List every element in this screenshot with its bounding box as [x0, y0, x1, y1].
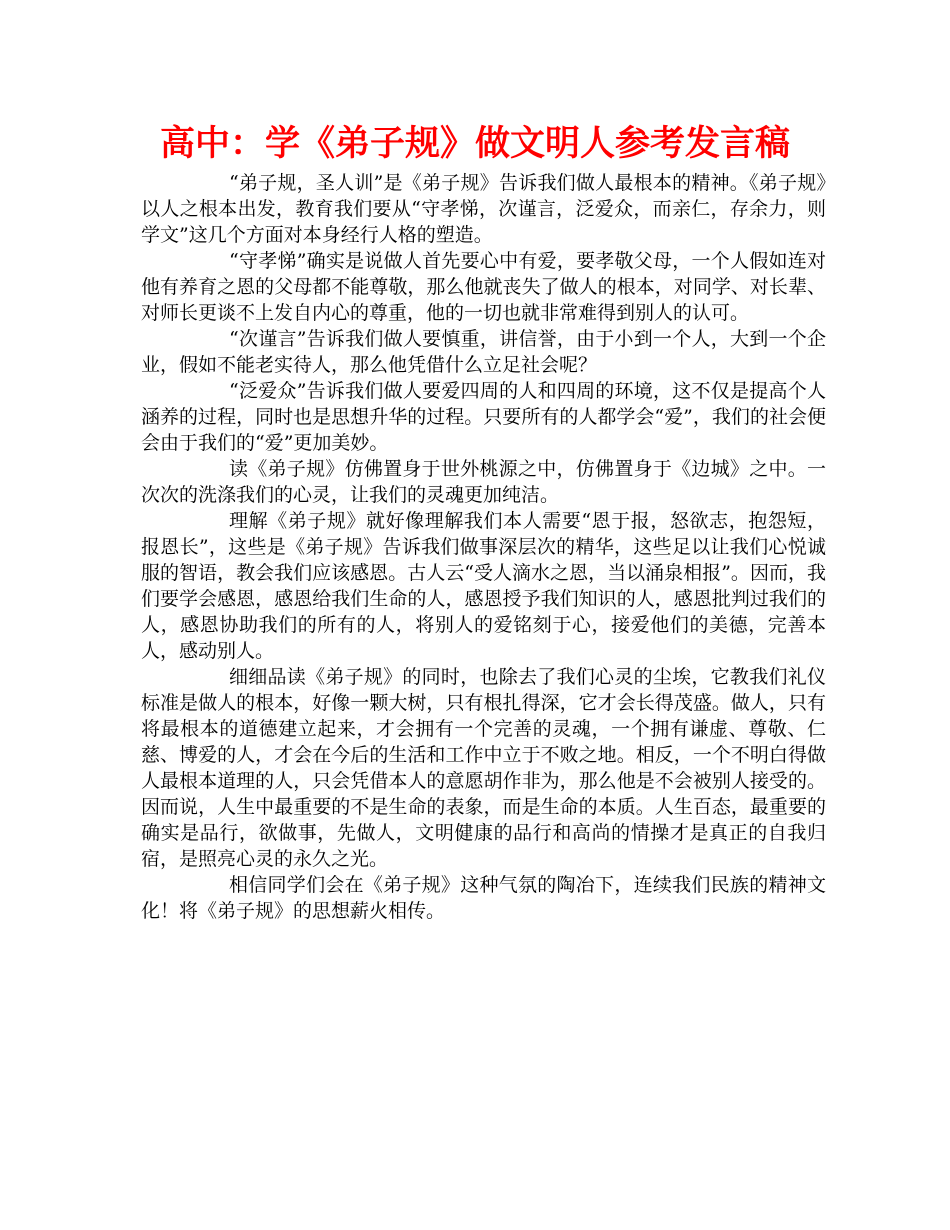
- paragraph: “次谨言”告诉我们做人要慎重，讲信誉，由于小到一个人，大到一个企业，假如不能老实待人，那么他凭借什么立足社会呢？: [141, 328, 826, 376]
- paragraph: “弟子规，圣人训”是《弟子规》告诉我们做人最根本的精神。《弟子规》以人之根本出发，教育我们要从“守孝悌，次谨言，泛爱众，而亲仁，存余力，则学文”这几个方面对本身经行人格的塑造。: [141, 172, 826, 246]
- paragraph: 读《弟子规》仿佛置身于世外桃源之中，仿佛置身于《边城》之中。一次次的洗涤我们的心灵，让我们的灵魂更加纯洁。: [141, 458, 826, 506]
- paragraph: “守孝悌”确实是说做人首先要心中有爱，要孝敬父母，一个人假如连对他有养育之恩的父母都不能尊敬，那么他就丧失了做人的根本，对同学、对长辈、对师长更谈不上发自内心的尊重，他的一切也就非常难得到别人的认可。: [141, 250, 826, 324]
- document-body: [141, 170, 826, 924]
- paragraph: 相信同学们会在《弟子规》这种气氛的陶冶下，连续我们民族的精神文化！将《弟子规》的思想薪火相传。: [141, 874, 826, 922]
- paragraph: 细细品读《弟子规》的同时，也除去了我们心灵的尘埃，它教我们礼仪标准是做人的根本，好像一颗大树，只有根扎得深，它才会长得茂盛。做人，只有将最根本的道德建立起来，才会拥有一个完善的灵魂，一个拥有谦虚、尊敬、仁慈、博爱的人，才会在今后的生活和工作中立于不败之地。相反，一个不明白得做人最根本道理的人，只会凭借本人的意愿胡作非为，那么他是不会被别人接受的。因而说，人生中最重要的不是生命的表象，而是生命的本质。人生百态，最重要的确实是品行，欲做事，先做人，文明健康的品行和高尚的情操才是真正的自我归宿，是照亮心灵的永久之光。: [141, 666, 826, 870]
- paragraph: “泛爱众”告诉我们做人要爱四周的人和四周的环境，这不仅是提高个人涵养的过程，同时也是思想升华的过程。只要所有的人都学会“爱”，我们的社会便会由于我们的“爱”更加美妙。: [141, 380, 826, 454]
- document-title: 高中：学《弟子规》做文明人参考发言稿: [159, 124, 790, 164]
- paragraph: 理解《弟子规》就好像理解我们本人需要“恩于报，怒欲志，抱怨短，报恩长”，这些是《弟子规》告诉我们做事深层次的精华，这些足以让我们心悦诚服的智语，教会我们应该感恩。古人云“受人滴水之恩，当以涌泉相报”。因而，我们要学会感恩，感恩给我们生命的人，感恩授予我们知识的人，感恩批判过我们的人，感恩协助我们的所有的人，将别人的爱铭刻于心，接爱他们的美德，完善本人，感动别人。: [141, 510, 826, 662]
